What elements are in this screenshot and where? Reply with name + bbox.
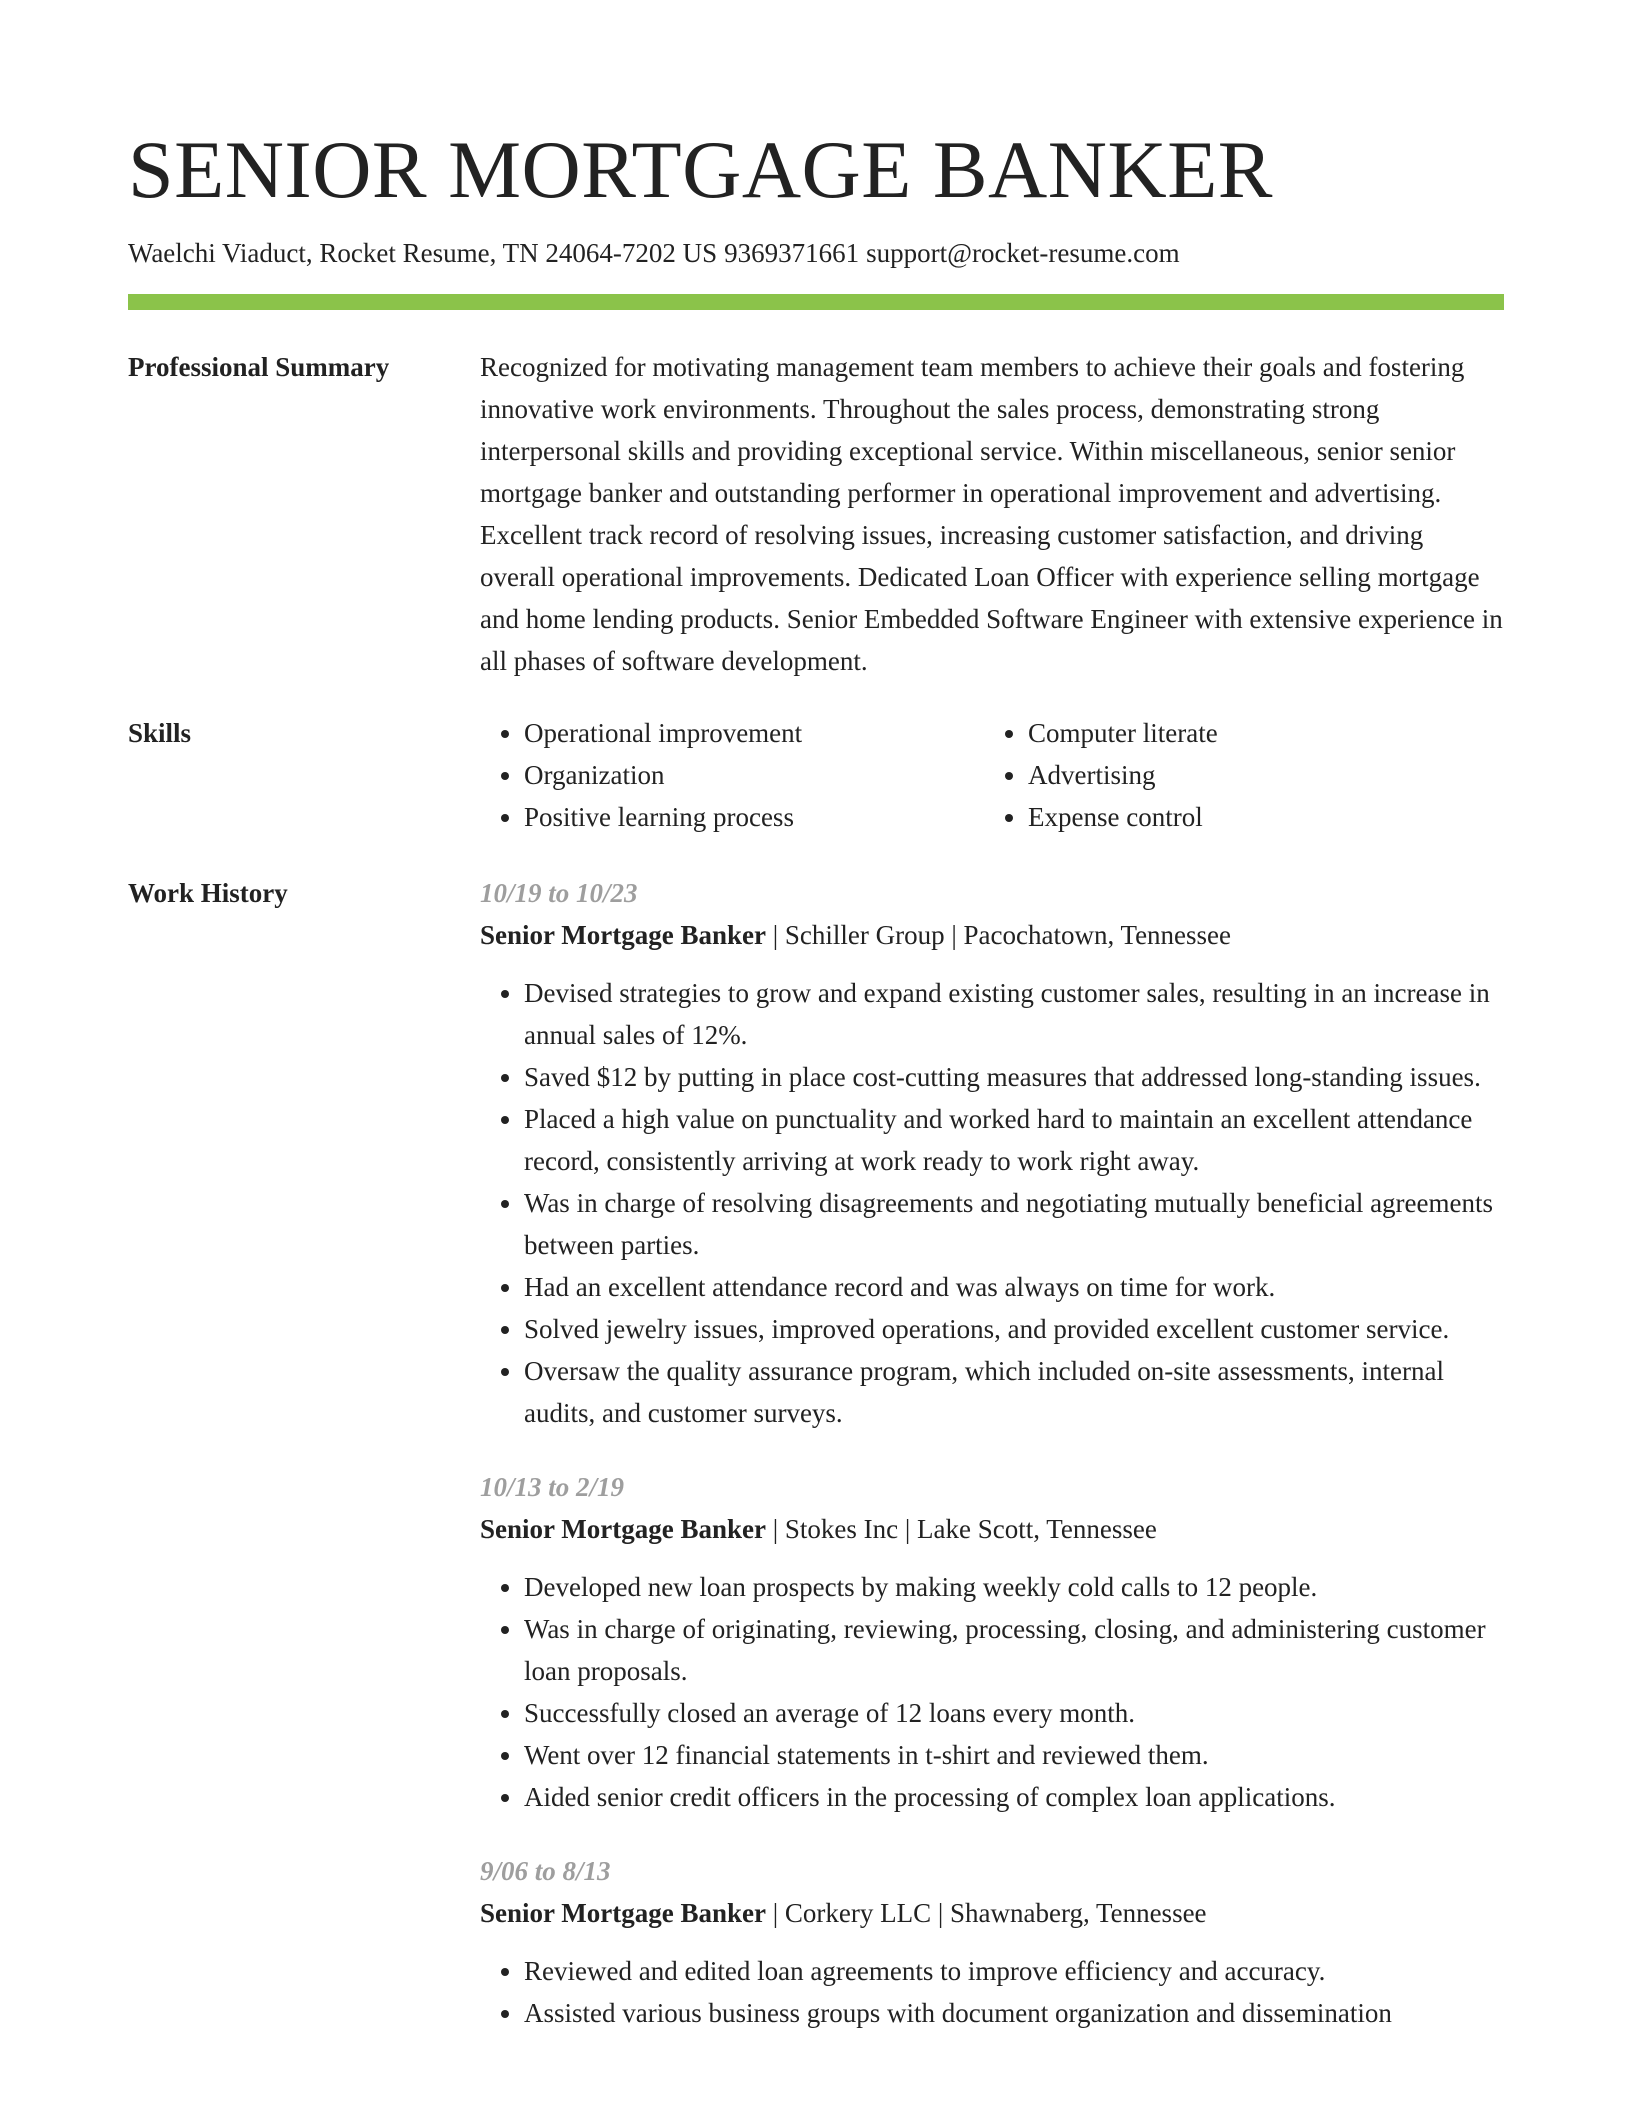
skills-section [128, 712, 1504, 838]
skill-item: • Positive learning process [524, 796, 984, 838]
skill-item: • Operational improvement [524, 712, 984, 754]
job-bullet: • Oversaw the quality assurance program, which included on-site assessments, internal audits, and customer surveys. [524, 1350, 1504, 1434]
job-details: | Stokes Inc | Lake Scott, Tennessee [765, 1514, 1157, 1544]
job-title-line [480, 1508, 1504, 1550]
job-bullet: • Reviewed and edited loan agreements to improve efficiency and accuracy. [524, 1950, 1504, 1992]
skill-item: • Advertising [1028, 754, 1218, 796]
job-bullet: • Went over 12 financial statements in t-shirt and reviewed them. [524, 1734, 1504, 1776]
job-details: | Corkery LLC | Shawnaberg, Tennessee [765, 1898, 1207, 1928]
skill-item: • Organization [524, 754, 984, 796]
job-title: Senior Mortgage Banker [480, 1514, 766, 1544]
job-bullet-list [480, 972, 1504, 1434]
skill-item: • Expense control [1028, 796, 1218, 838]
job-bullet: • Aided senior credit officers in the processing of complex loan applications. [524, 1776, 1504, 1818]
contact-address: Waelchi Viaduct, Rocket Resume, TN 24064-7202 US [128, 238, 718, 268]
job-bullet: • Solved jewelry issues, improved operations, and provided excellent customer service. [524, 1308, 1504, 1350]
job-bullet: • Successfully closed an average of 12 loans every month. [524, 1692, 1504, 1734]
job-entry [480, 1850, 1504, 2034]
summary-section-title: Professional Summary [128, 352, 390, 382]
resume-name-heading: SENIOR MORTGAGE BANKER [128, 124, 1273, 215]
job-bullet: • Assisted various business groups with document organization and dissemination [524, 1992, 1504, 2034]
job-bullet: • Devised strategies to grow and expand existing customer sales, resulting in an increase in annual sales of 12%. [524, 972, 1504, 1056]
job-dates: 10/13 to 2/19 [480, 1472, 625, 1502]
skills-grid [480, 712, 1504, 838]
job-bullet-list [480, 1950, 1504, 2034]
job-bullet: • Saved $12 by putting in place cost-cutting measures that addressed long-standing issues. [524, 1056, 1504, 1098]
job-title-line [480, 1892, 1504, 1934]
work-history-section-body [480, 872, 1504, 2034]
job-title-line [480, 914, 1504, 956]
job-details: | Schiller Group | Pacochatown, Tennessee [765, 920, 1232, 950]
job-bullet: • Developed new loan prospects by making weekly cold calls to 12 people. [524, 1566, 1504, 1608]
summary-section [128, 346, 1504, 682]
job-entry [480, 1466, 1504, 1818]
summary-section-body [480, 346, 1504, 682]
contact-email: support@rocket-resume.com [866, 238, 1180, 268]
skills-list-left [480, 712, 984, 838]
job-bullet-list [480, 1566, 1504, 1818]
job-bullet: • Was in charge of resolving disagreements and negotiating mutually beneficial agreements between parties. [524, 1182, 1504, 1266]
job-title: Senior Mortgage Banker [480, 1898, 766, 1928]
job-bullet: • Had an excellent attendance record and was always on time for work. [524, 1266, 1504, 1308]
job-title: Senior Mortgage Banker [480, 920, 766, 950]
skill-item: • Computer literate [1028, 712, 1218, 754]
job-bullet: • Was in charge of originating, reviewing, processing, closing, and administering customer loan proposals. [524, 1608, 1504, 1692]
contact-phone: 9369371661 [724, 238, 860, 268]
skills-section-body [480, 712, 1504, 838]
job-entry [480, 872, 1504, 1434]
job-dates: 9/06 to 8/13 [480, 1856, 611, 1886]
job-dates: 10/19 to 10/23 [480, 878, 638, 908]
skills-list-right [984, 712, 1218, 838]
summary-text: Recognized for motivating management team members to achieve their goals and fostering innovative work environments. Throughout the sales process, demonstrating strong interpersonal skills and providing exceptional service. Within miscellaneous, senior senior mortgage banker and outstanding performer in operational improvement and advertising. Excellent track record of resolving issues, increasing customer satisfaction, and driving overall operational improvements. Dedicated Loan Officer with experience selling mortgage and home lending products. Senior Embedded Software Engineer with extensive experience in all phases of software development. [480, 352, 1503, 676]
work-history-section [128, 872, 1504, 2034]
contact-line [128, 236, 1504, 270]
work-history-section-title: Work History [128, 878, 288, 908]
skills-section-title: Skills [128, 718, 192, 748]
header-accent-rule [128, 294, 1504, 310]
job-bullet: • Placed a high value on punctuality and worked hard to maintain an excellent attendance record, consistently arriving at work ready to work right away. [524, 1098, 1504, 1182]
